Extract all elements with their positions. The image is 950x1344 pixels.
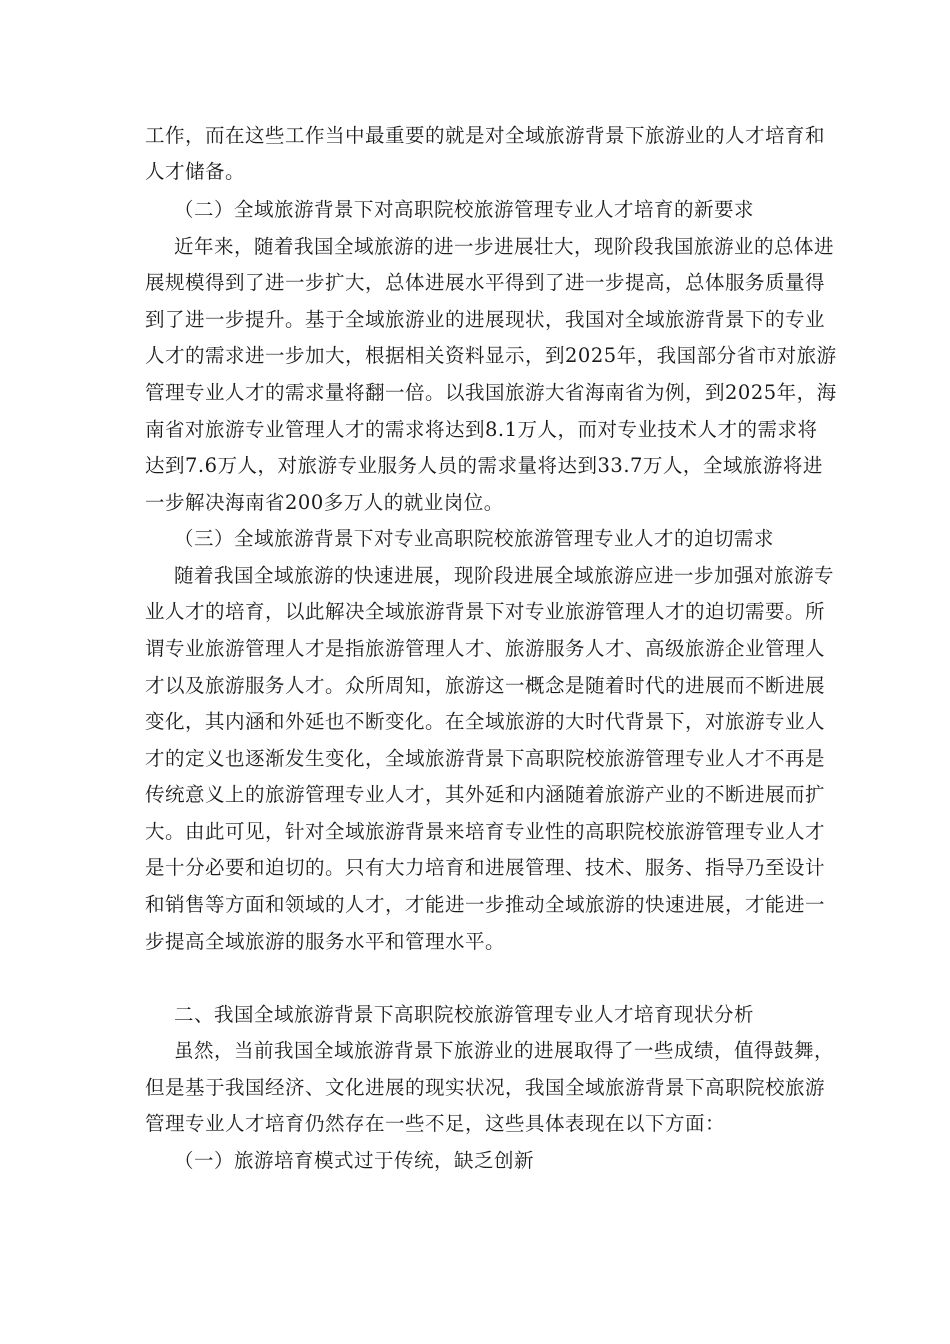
text-line: 近年来，随着我国全域旅游的进一步进展壮大，现阶段我国旅游业的总体进 — [174, 235, 835, 258]
section-heading: （二）全域旅游背景下对高职院校旅游管理专业人才培育的新要求 — [174, 198, 755, 221]
section-heading: （三）全域旅游背景下对专业高职院校旅游管理专业人才的迫切需求 — [174, 527, 775, 550]
text-line: 展规模得到了进一步扩大，总体进展水平得到了进一步提高，总体服务质量得 — [145, 271, 826, 294]
text-line: 管理专业人才培育仍然存在一些不足，这些具体表现在以下方面： — [145, 1112, 726, 1135]
text-line: 步提高全域旅游的服务水平和管理水平。 — [145, 930, 506, 953]
text-line: 业人才的培育，以此解决全域旅游背景下对专业旅游管理人才的迫切需要。所 — [145, 600, 826, 623]
text-line: 一步解决海南省200多万人的就业岗位。 — [145, 491, 504, 514]
text-line: 随着我国全域旅游的快速进展，现阶段进展全域旅游应进一步加强对旅游专 — [174, 564, 835, 587]
text-line: 虽然，当前我国全域旅游背景下旅游业的进展取得了一些成绩，值得鼓舞， — [174, 1039, 835, 1062]
text-line: 谓专业旅游管理人才是指旅游管理人才、旅游服务人才、高级旅游企业管理人 — [145, 637, 826, 660]
text-line: 传统意义上的旅游管理专业人才，其外延和内涵随着旅游产业的不断进展而扩 — [145, 783, 826, 806]
text-line: 变化，其内涵和外延也不断变化。在全域旅游的大时代背景下，对旅游专业人 — [145, 710, 826, 733]
text-line: 到了进一步提升。基于全域旅游业的进展现状，我国对全域旅游背景下的专业 — [145, 308, 826, 331]
text-line: 是十分必要和迫切的。只有大力培育和进展管理、技术、服务、指导乃至设计 — [145, 856, 826, 879]
text-line: 南省对旅游专业管理人才的需求将达到8.1万人，而对专业技术人才的需求将 — [145, 418, 818, 441]
text-line: 人才的需求进一步加大，根据相关资料显示，到2025年，我国部分省市对旅游 — [145, 344, 837, 367]
section-heading: （一）旅游培育模式过于传统，缺乏创新 — [174, 1149, 535, 1172]
text-line: 达到7.6万人，对旅游专业服务人员的需求量将达到33.7万人，全域旅游将进 — [145, 454, 823, 477]
text-line: 大。由此可见，针对全域旅游背景来培育专业性的高职院校旅游管理专业人才 — [145, 820, 826, 843]
text-line: 和销售等方面和领域的人才，才能进一步推动全域旅游的快速进展，才能进一 — [145, 893, 826, 916]
text-line: 才的定义也逐渐发生变化，全域旅游背景下高职院校旅游管理专业人才不再是 — [145, 747, 826, 770]
text-line: 但是基于我国经济、文化进展的现实状况，我国全域旅游背景下高职院校旅游 — [145, 1076, 826, 1099]
text-line: 人才储备。 — [145, 160, 246, 183]
text-line: 管理专业人才的需求量将翻一倍。以我国旅游大省海南省为例，到2025年，海 — [145, 381, 837, 404]
text-line: 才以及旅游服务人才。众所周知，旅游这一概念是随着时代的进展而不断进展 — [145, 674, 826, 697]
chapter-heading: 二、我国全域旅游背景下高职院校旅游管理专业人才培育现状分析 — [174, 1003, 755, 1026]
text-line: 工作，而在这些工作当中最重要的就是对全域旅游背景下旅游业的人才培育和 — [145, 124, 826, 147]
